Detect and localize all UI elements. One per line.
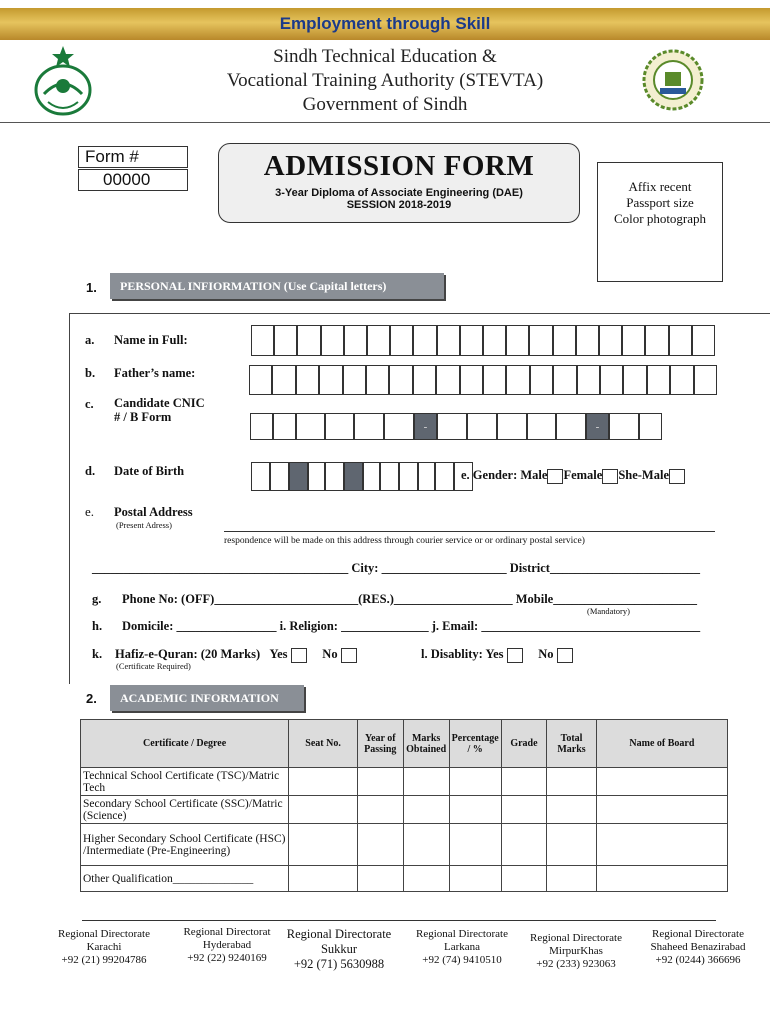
top-banner — [0, 8, 770, 40]
field-e-letter: e. — [85, 504, 95, 519]
field-b-letter: b. — [85, 366, 96, 380]
father-char-cell[interactable] — [623, 365, 646, 395]
postal-address-note: (Present Adress) — [116, 520, 172, 530]
dob-char-cell[interactable] — [418, 462, 435, 491]
table-cell[interactable] — [547, 796, 597, 824]
table-row — [81, 768, 728, 796]
cnic-char-cell: - — [586, 413, 609, 440]
mobile-mandatory-note: (Mandatory) — [587, 606, 630, 616]
table-header-row — [81, 720, 728, 768]
col-header-total: Total Marks — [547, 720, 597, 768]
photo-box[interactable]: Affix recent Passport size Color photograph — [597, 162, 723, 282]
table-cell[interactable] — [449, 796, 501, 824]
form-number-label: Form # — [78, 146, 188, 168]
directorate-name: Regional Directorat — [183, 926, 271, 938]
father-char-cell[interactable] — [553, 365, 576, 395]
cnic-char-cell[interactable] — [609, 413, 639, 440]
table-cell[interactable] — [547, 824, 597, 866]
table-row — [81, 866, 728, 892]
table-cell[interactable] — [501, 866, 547, 892]
father-char-cell[interactable] — [694, 365, 717, 395]
table-cell[interactable] — [547, 768, 597, 796]
hafiz-label: Hafiz-e-Quran: (20 Marks) — [115, 647, 261, 661]
footer-divider — [82, 920, 716, 921]
name-char-cell[interactable] — [437, 325, 460, 356]
name-char-cell[interactable] — [553, 325, 576, 356]
name-char-cell[interactable] — [344, 325, 367, 356]
banner-text: Employment through Skill — [279, 14, 491, 33]
cnic-char-cell[interactable] — [467, 413, 497, 440]
directorate-name: Regional Directorate — [652, 928, 744, 940]
table-cell[interactable] — [403, 824, 449, 866]
form-title: ADMISSION FORM — [263, 150, 535, 182]
section-2-header: ACADEMIC INFORMATION — [110, 685, 304, 711]
name-char-cell[interactable] — [413, 325, 436, 356]
table-cell[interactable] — [449, 866, 501, 892]
dob-char-cell[interactable] — [308, 462, 325, 491]
directorate-city: Larkana — [443, 941, 481, 953]
col-header-board: Name of Board — [596, 720, 727, 768]
father-char-cell[interactable] — [436, 365, 459, 395]
dob-char-cell — [289, 462, 308, 491]
org-line-2: Vocational Training Authority (STEVTA) — [226, 70, 544, 91]
footer-directorate — [643, 928, 753, 967]
col-header-seat: Seat No. — [289, 720, 358, 768]
table-cell[interactable] — [403, 866, 449, 892]
cnic-char-cell[interactable] — [296, 413, 325, 440]
cnic-char-cell[interactable] — [354, 413, 384, 440]
address-note: respondence will be made on this address through courier service or or ordinary postal service) — [224, 536, 585, 546]
directorate-city: Sukkur — [320, 942, 358, 956]
table-cell[interactable] — [501, 768, 547, 796]
section-1-number: 1. — [86, 280, 97, 295]
dob-char-cell[interactable] — [399, 462, 418, 491]
table-row — [81, 796, 728, 824]
name-char-cell[interactable] — [390, 325, 413, 356]
gender-shemale-checkbox[interactable] — [669, 469, 685, 484]
directorate-name: Regional Directorate — [416, 928, 508, 940]
disability-label: l. Disablity: Yes — [421, 647, 504, 661]
cnic-char-cell[interactable] — [497, 413, 527, 440]
footer-directorate — [526, 932, 626, 971]
section-2-number: 2. — [86, 691, 97, 706]
col-header-marks: Marks Obtained — [403, 720, 449, 768]
father-char-cell[interactable] — [600, 365, 623, 395]
table-cell[interactable] — [501, 824, 547, 866]
dob-char-cell[interactable] — [435, 462, 454, 491]
directorate-city: Karachi — [86, 941, 122, 953]
name-char-cell[interactable] — [297, 325, 320, 356]
hafiz-yes-checkbox[interactable] — [291, 648, 307, 663]
cnic-label-line2: # / B Form — [114, 410, 172, 424]
directorate-phone: +92 (233) 923063 — [536, 958, 616, 970]
phone-line[interactable]: Phone No: (OFF)_______________________(RES.)___________________ Mobile_______________________ — [122, 592, 697, 606]
gender-label: e. Gender: Male — [461, 468, 548, 482]
cnic-label-line1: Candidate CNIC — [114, 396, 205, 410]
name-label: Name in Full: — [114, 333, 188, 347]
name-char-cell[interactable] — [599, 325, 622, 356]
hafiz-no-label: No — [322, 647, 338, 661]
org-line-1: Sindh Technical Education & — [273, 46, 497, 67]
title-box — [218, 143, 580, 223]
form-number-value[interactable]: 00000 — [78, 169, 188, 191]
directorate-phone: +92 (74) 9410510 — [422, 954, 502, 966]
table-cell[interactable] — [289, 768, 358, 796]
dob-char-cell[interactable] — [251, 462, 270, 491]
father-char-cell[interactable] — [272, 365, 295, 395]
table-cell[interactable] — [357, 796, 403, 824]
father-char-cell[interactable] — [670, 365, 693, 395]
dob-char-cell[interactable] — [380, 462, 399, 491]
table-cell[interactable] — [289, 824, 358, 866]
hafiz-note: (Certificate Required) — [116, 661, 191, 671]
cnic-char-cell[interactable] — [273, 413, 296, 440]
postal-address-label: Postal Address — [114, 505, 193, 519]
cnic-char-cell[interactable] — [250, 413, 273, 440]
col-header-grade: Grade — [501, 720, 547, 768]
domicile-religion-email-line[interactable]: Domicile: ________________ i. Religion: ______________ j. Email: ___________________________________ — [122, 619, 701, 633]
table-cell[interactable] — [596, 796, 727, 824]
disability-no-checkbox[interactable] — [557, 648, 573, 663]
name-char-cell[interactable] — [506, 325, 529, 356]
cnic-char-cell[interactable] — [384, 413, 414, 440]
cnic-char-cell: - — [414, 413, 437, 440]
directorate-phone: +92 (21) 99204786 — [61, 954, 147, 966]
disability-yes-checkbox[interactable] — [507, 648, 523, 663]
table-cell[interactable] — [501, 796, 547, 824]
name-char-cell[interactable] — [274, 325, 297, 356]
name-char-cell[interactable] — [692, 325, 715, 356]
father-char-cell[interactable] — [389, 365, 412, 395]
gender-female-checkbox[interactable] — [602, 469, 618, 484]
table-cell[interactable] — [449, 824, 501, 866]
father-char-cell[interactable] — [343, 365, 366, 395]
row-tsc-label: Technical School Certificate (TSC)/Matric Tech — [81, 768, 289, 796]
cnic-char-cell[interactable] — [437, 413, 467, 440]
field-d-letter: d. — [85, 464, 96, 478]
name-char-cell[interactable] — [622, 325, 645, 356]
header-divider — [0, 122, 770, 123]
disability-no-label: No — [538, 647, 554, 661]
directorate-phone: +92 (0244) 366696 — [655, 954, 741, 966]
gender-field — [461, 468, 685, 484]
col-header-certificate: Certificate / Degree — [81, 720, 289, 768]
name-char-cell[interactable] — [576, 325, 599, 356]
program-name: 3-Year Diploma of Associate Engineering (DAE) — [275, 187, 523, 199]
dob-char-cell[interactable] — [363, 462, 380, 491]
dob-char-cell[interactable] — [325, 462, 344, 491]
footer-directorate — [412, 928, 512, 967]
name-char-cell[interactable] — [669, 325, 692, 356]
cnic-char-cell[interactable] — [325, 413, 354, 440]
name-char-cell[interactable] — [645, 325, 668, 356]
address-line[interactable] — [224, 531, 715, 532]
table-cell[interactable] — [403, 768, 449, 796]
row-other-label: Other Qualification______________ — [81, 866, 289, 892]
directorate-city: Shaheed Benazirabad — [650, 941, 746, 953]
gender-male-checkbox[interactable] — [547, 469, 563, 484]
directorate-phone: +92 (71) 5630988 — [293, 957, 385, 971]
name-char-cell[interactable] — [483, 325, 506, 356]
table-cell[interactable] — [596, 824, 727, 866]
father-char-cell[interactable] — [530, 365, 553, 395]
name-char-cell[interactable] — [529, 325, 552, 356]
dob-label: Date of Birth — [114, 464, 185, 478]
father-char-cell[interactable] — [647, 365, 670, 395]
name-char-cell[interactable] — [460, 325, 483, 356]
father-char-cell[interactable] — [296, 365, 319, 395]
father-char-cell[interactable] — [460, 365, 483, 395]
gender-shemale-label: She-Male — [618, 468, 669, 482]
cnic-char-cell[interactable] — [639, 413, 662, 440]
directorate-city: MirpurKhas — [549, 945, 603, 957]
field-h-letter: h. — [92, 619, 103, 633]
col-header-percentage: Percentage / % — [449, 720, 501, 768]
city-district-line[interactable]: _________________________________________ City: ____________________ District________________________ — [92, 561, 700, 575]
table-cell[interactable] — [547, 866, 597, 892]
session-label: SESSION 2018-2019 — [346, 199, 452, 211]
col-header-year: Year of Passing — [357, 720, 403, 768]
name-char-cell[interactable] — [251, 325, 274, 356]
field-g-letter: g. — [92, 592, 102, 606]
father-char-cell[interactable] — [249, 365, 272, 395]
name-char-cell[interactable] — [321, 325, 344, 356]
father-char-cell[interactable] — [577, 365, 600, 395]
table-cell[interactable] — [449, 768, 501, 796]
directorate-city: Hyderabad — [202, 939, 252, 951]
directorate-name: Regional Directorate — [530, 932, 622, 944]
org-line-3: Government of Sindh — [302, 94, 468, 115]
section-1-header: PERSONAL INFIORMATION (Use Capital letters) — [110, 273, 444, 299]
footer-directorate — [285, 927, 393, 972]
field-a-letter: a. — [85, 333, 95, 347]
field-c-letter: c. — [85, 397, 94, 411]
table-cell[interactable] — [357, 866, 403, 892]
cnic-char-cell[interactable] — [527, 413, 556, 440]
cnic-char-cell[interactable] — [556, 413, 586, 440]
directorate-name: Regional Directorate — [58, 928, 150, 940]
footer-directorate — [177, 926, 277, 965]
table-cell[interactable] — [596, 768, 727, 796]
row-hsc-label: Higher Secondary School Certificate (HSC) /Intermediate (Pre-Engineering) — [81, 824, 289, 866]
directorate-name: Regional Directorate — [286, 927, 392, 941]
hafiz-no-checkbox[interactable] — [341, 648, 357, 663]
name-char-cell[interactable] — [367, 325, 390, 356]
dob-char-cell — [344, 462, 363, 491]
table-cell[interactable] — [403, 796, 449, 824]
dob-char-cell[interactable] — [270, 462, 289, 491]
gender-female-label: Female — [563, 468, 603, 482]
footer-directorate — [54, 928, 154, 967]
father-char-cell[interactable] — [483, 365, 506, 395]
father-name-label: Father’s name: — [114, 366, 196, 380]
table-cell[interactable] — [596, 866, 727, 892]
table-cell[interactable] — [289, 796, 358, 824]
disability-field — [421, 647, 573, 663]
academic-table — [80, 719, 728, 892]
table-cell[interactable] — [289, 866, 358, 892]
directorate-phone: +92 (22) 9240169 — [187, 952, 267, 964]
father-char-cell[interactable] — [413, 365, 436, 395]
table-cell[interactable] — [357, 768, 403, 796]
father-char-cell[interactable] — [319, 365, 342, 395]
table-row — [81, 824, 728, 866]
field-k-letter: k. — [92, 647, 103, 661]
hafiz-yes-label: Yes — [269, 647, 288, 661]
father-char-cell[interactable] — [506, 365, 529, 395]
father-char-cell[interactable] — [366, 365, 389, 395]
table-cell[interactable] — [357, 824, 403, 866]
row-ssc-label: Secondary School Certificate (SSC)/Matric (Science) — [81, 796, 289, 824]
